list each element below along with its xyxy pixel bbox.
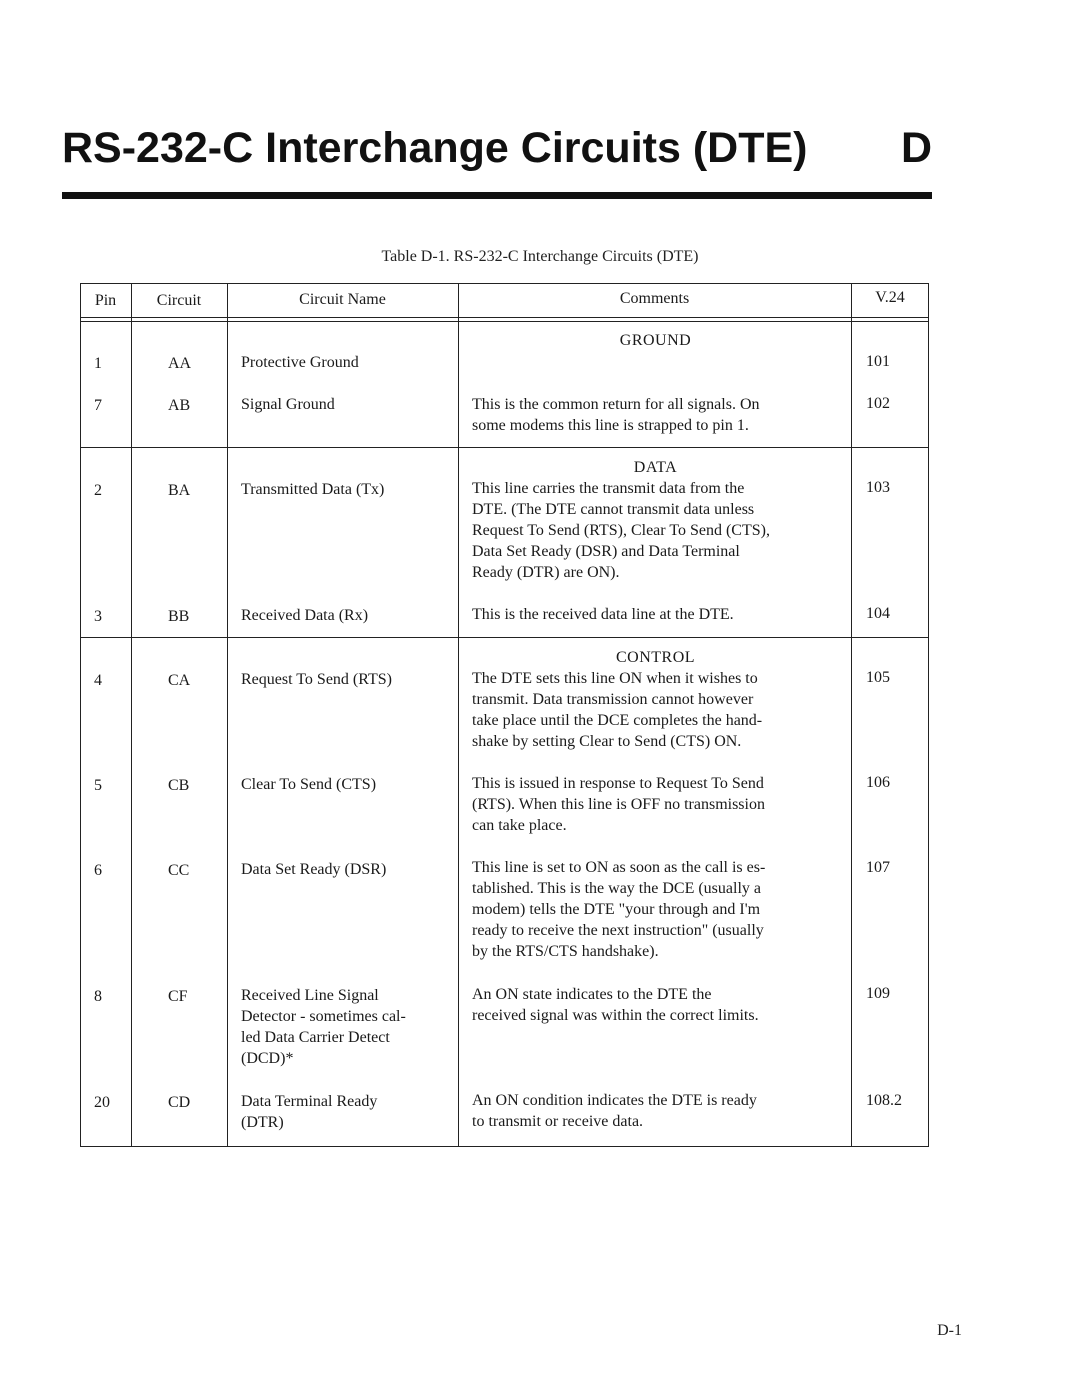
table-row-circuit-name: Request To Send (RTS) [241, 671, 392, 688]
table-row-v24: 103 [866, 479, 890, 496]
table-row-circuit-name: Clear To Send (CTS) [241, 776, 377, 793]
header-rule [80, 321, 929, 322]
column-header-pin: Pin [94, 292, 117, 309]
table-row-v24: 105 [866, 669, 890, 686]
table-row-circuit-name: Transmitted Data (Tx) [241, 481, 385, 498]
page-heading [62, 118, 932, 178]
table-row-comment-line: some modems this line is strapped to pin 1. [472, 417, 749, 434]
table-row-comment-line: (RTS). When this line is OFF no transmission [472, 796, 765, 813]
table-row-circuit-name: Data Terminal Ready [241, 1093, 378, 1110]
table-row-comment-line: This line is set to ON as soon as the call is es- [472, 859, 766, 876]
table-row-circuit: CB [168, 777, 190, 794]
table-row-circuit: CF [168, 988, 188, 1005]
table-row-comment-line: The DTE sets this line ON when it wishes to [472, 670, 758, 687]
table-row-circuit: CC [168, 862, 190, 879]
table-row-circuit-name: Received Data (Rx) [241, 607, 369, 624]
table-row-comment-line: shake by setting Clear to Send (CTS) ON. [472, 733, 742, 750]
table-row-pin: 7 [94, 397, 102, 414]
table-row-comment-line: DTE. (The DTE cannot transmit data unless [472, 501, 755, 518]
table-row-circuit: BB [168, 608, 190, 625]
table-row-comment-line: Request To Send (RTS), Clear To Send (CTS), [472, 522, 770, 539]
column-header-circuit: Circuit [156, 292, 202, 309]
column-header-v24: V.24 [875, 289, 905, 306]
table-row-pin: 5 [94, 777, 102, 794]
table-row-v24: 104 [866, 605, 890, 622]
table-row-pin: 4 [94, 672, 102, 689]
table-row-v24: 106 [866, 774, 890, 791]
table-row-comment-line: This line carries the transmit data from the [472, 480, 745, 497]
table-row-comment-line: Data Set Ready (DSR) and Data Terminal [472, 543, 740, 560]
table-row-comment-line: An ON state indicates to the DTE the [472, 986, 712, 1003]
column-header-circuit-name: Circuit Name [299, 291, 386, 308]
table-row-circuit-name: Detector - sometimes cal- [241, 1008, 406, 1025]
table-row-comment-line: Ready (DTR) are ON). [472, 564, 620, 581]
column-divider [227, 283, 228, 1147]
table-row-pin: 6 [94, 862, 102, 879]
table-row-circuit-name: Protective Ground [241, 354, 359, 371]
table-row-comment-line: take place until the DCE completes the hand- [472, 712, 763, 729]
table-row-circuit-name: Signal Ground [241, 396, 335, 413]
table-row-circuit: BA [168, 482, 191, 499]
table-row-v24: 109 [866, 985, 890, 1002]
section-label-data: DATA [633, 459, 678, 476]
table-row-circuit-name: (DTR) [241, 1114, 284, 1131]
table-row-comment-line: This is the common return for all signals. On [472, 396, 760, 413]
table-row-v24: 101 [866, 353, 890, 370]
table-row-comment-line: to transmit or receive data. [472, 1113, 644, 1130]
table-row-v24: 107 [866, 859, 890, 876]
section-label-control: CONTROL [615, 649, 696, 666]
table-row-pin: 20 [94, 1094, 110, 1111]
table-row-pin: 2 [94, 482, 102, 499]
table-row-circuit-name: Received Line Signal [241, 987, 379, 1004]
title-rule [62, 192, 932, 199]
table-row-pin: 8 [94, 988, 102, 1005]
table-row-comment-line: by the RTS/CTS handshake). [472, 943, 659, 960]
table-row-circuit: CA [168, 672, 191, 689]
table-row-comment-line: This is the received data line at the DTE. [472, 606, 734, 623]
table-row-comment-line: tablished. This is the way the DCE (usually a [472, 880, 761, 897]
section-divider [80, 637, 929, 638]
table-row-comment-line: transmit. Data transmission cannot however [472, 691, 754, 708]
table-row-circuit-name: Data Set Ready (DSR) [241, 861, 387, 878]
column-divider [458, 283, 459, 1147]
table-row-circuit: AB [168, 397, 191, 414]
table-row-comment-line: ready to receive the next instruction" (usually [472, 922, 764, 939]
appendix-letter: D [900, 124, 932, 172]
header-rule [80, 317, 929, 318]
table-row-circuit: CD [168, 1094, 191, 1111]
table-caption: Table D-1. RS-232-C Interchange Circuits (DTE) [381, 248, 699, 265]
table-row-pin: 1 [94, 355, 102, 372]
table-row-comment-line: received signal was within the correct limits. [472, 1007, 759, 1024]
table-row-circuit-name: led Data Carrier Detect [241, 1029, 390, 1046]
table-row-pin: 3 [94, 608, 102, 625]
column-header-comments: Comments [619, 290, 690, 307]
page-number: D-1 [937, 1322, 962, 1339]
table-row-v24: 102 [866, 395, 890, 412]
section-label-ground: GROUND [619, 332, 692, 349]
column-divider [131, 283, 132, 1147]
table-row-circuit: AA [168, 355, 192, 372]
table-row-comment-line: can take place. [472, 817, 567, 834]
column-divider [851, 283, 852, 1147]
table-row-comment-line: modem) tells the DTE "your through and I'm [472, 901, 761, 918]
table-row-v24: 108.2 [866, 1092, 902, 1109]
table-row-comment-line: An ON condition indicates the DTE is ready [472, 1092, 757, 1109]
table-row-circuit-name: (DCD)* [241, 1050, 294, 1067]
page-title: RS-232-C Interchange Circuits (DTE) [62, 124, 808, 172]
table-row-comment-line: This is issued in response to Request To Send [472, 775, 764, 792]
section-divider [80, 447, 929, 448]
